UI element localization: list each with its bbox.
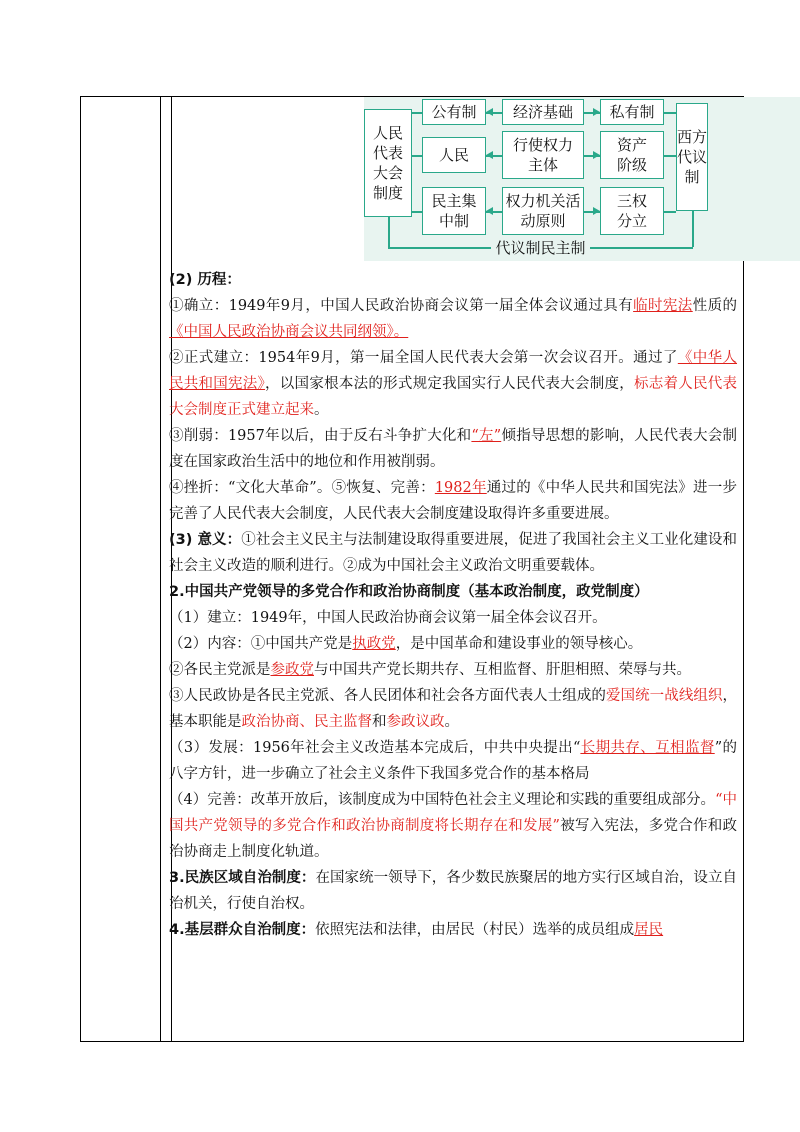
diagram-box-power-subject: 行使权力主体 [502, 131, 584, 179]
section2-heading: 2.中国共产党领导的多党合作和政治协商制度（基本政治制度，政党制度） [169, 584, 649, 600]
comparison-diagram [364, 97, 800, 261]
table-column-left [81, 97, 161, 1041]
history-p3: ③削弱：1957年以后，由于反右斗争扩大化和“左”倾指导思想的影响，人民代表大会制度在国家政治生活中的地位和作用被削弱。 [169, 428, 738, 470]
section2-l1: （1）建立：1949年，中国人民政治协商会议第一届全体会议召开。 [169, 610, 607, 626]
diagram-box-organ-principle: 权力机关活动原则 [502, 187, 584, 235]
table-content-cell [169, 97, 737, 1041]
section3-paragraph: 3.民族区域自治制度：在国家统一领导下，各少数民族聚居的地方实行区域自治，设立自治机关，行使自治权。 [169, 870, 737, 912]
diagram-box-public-ownership: 公有制 [422, 99, 486, 125]
history-p4: ④挫折：“文化大革命”。⑤恢复、完善：1982年通过的《中华人民共和国宪法》进一步完善了人民代表大会制度，人民代表大会制度建设取得许多重要进展。 [169, 480, 738, 522]
section4-paragraph: 4.基层群众自治制度：依照宪法和法律，由居民（村民）选举的成员组成居民 [169, 922, 664, 938]
diagram-caption: 代议制民主制 [364, 237, 717, 258]
diagram-box-economic-base: 经济基础 [502, 99, 584, 125]
diagram-box-democratic-centralism: 民主集中制 [422, 187, 486, 235]
section2-l5: （3）发展：1956年社会主义改造基本完成后，中共中央提出“长期共存、互相监督”的八字方针，进一步确立了社会主义条件下我国多党合作的基本格局 [169, 740, 737, 782]
diagram-box-private-ownership: 私有制 [600, 99, 664, 125]
document-text [169, 267, 737, 943]
diagram-box-bourgeoisie: 资产阶级 [600, 131, 664, 179]
diagram-right-box: 西方代议制 [676, 103, 708, 211]
history-p1: ①确立：1949年9月，中国人民政治协商会议第一届全体会议通过具有临时宪法性质的《中国人民政治协商会议共同纲领》。 [169, 298, 738, 340]
diagram-box-people: 人民 [422, 137, 486, 173]
diagram-box-separation-of-powers: 三权分立 [600, 187, 664, 235]
section2-l6: （4）完善：改革开放后，该制度成为中国特色社会主义理论和实践的重要组成部分。“中国共产党领导的多党合作和政治协商制度将长期存在和发展”被写入宪法，多党合作和政治协商走上制度化轨道。 [169, 792, 737, 860]
document-table [80, 96, 744, 1042]
diagram-left-box: 人民代表大会制度 [364, 109, 412, 217]
section2-l4: ③人民政协是各民主党派、各人民团体和社会各方面代表人士组成的爱国统一战线组织，基本职能是政治协商、民主监督和参政议政。 [169, 688, 738, 730]
history-p2: ②正式建立：1954年9月，第一届全国人民代表大会第一次会议召开。通过了《中华人民共和国宪法》，以国家根本法的形式规定我国实行人民代表大会制度，标志着人民代表大会制度正式建立起来。 [169, 350, 738, 418]
significance-paragraph: (3) 意义：①社会主义民主与法制建设取得重要进展，促进了我国社会主义工业化建设和社会主义改造的顺利进行。②成为中国社会主义政治文明重要载体。 [169, 532, 737, 574]
section2-l3: ②各民主党派是参政党与中国共产党长期共存、互相监督、肝胆相照、荣辱与共。 [169, 662, 691, 678]
section2-l2: （2）内容：①中国共产党是执政党，是中国革命和建设事业的领导核心。 [169, 636, 643, 652]
history-heading: (2) 历程： [169, 272, 241, 288]
